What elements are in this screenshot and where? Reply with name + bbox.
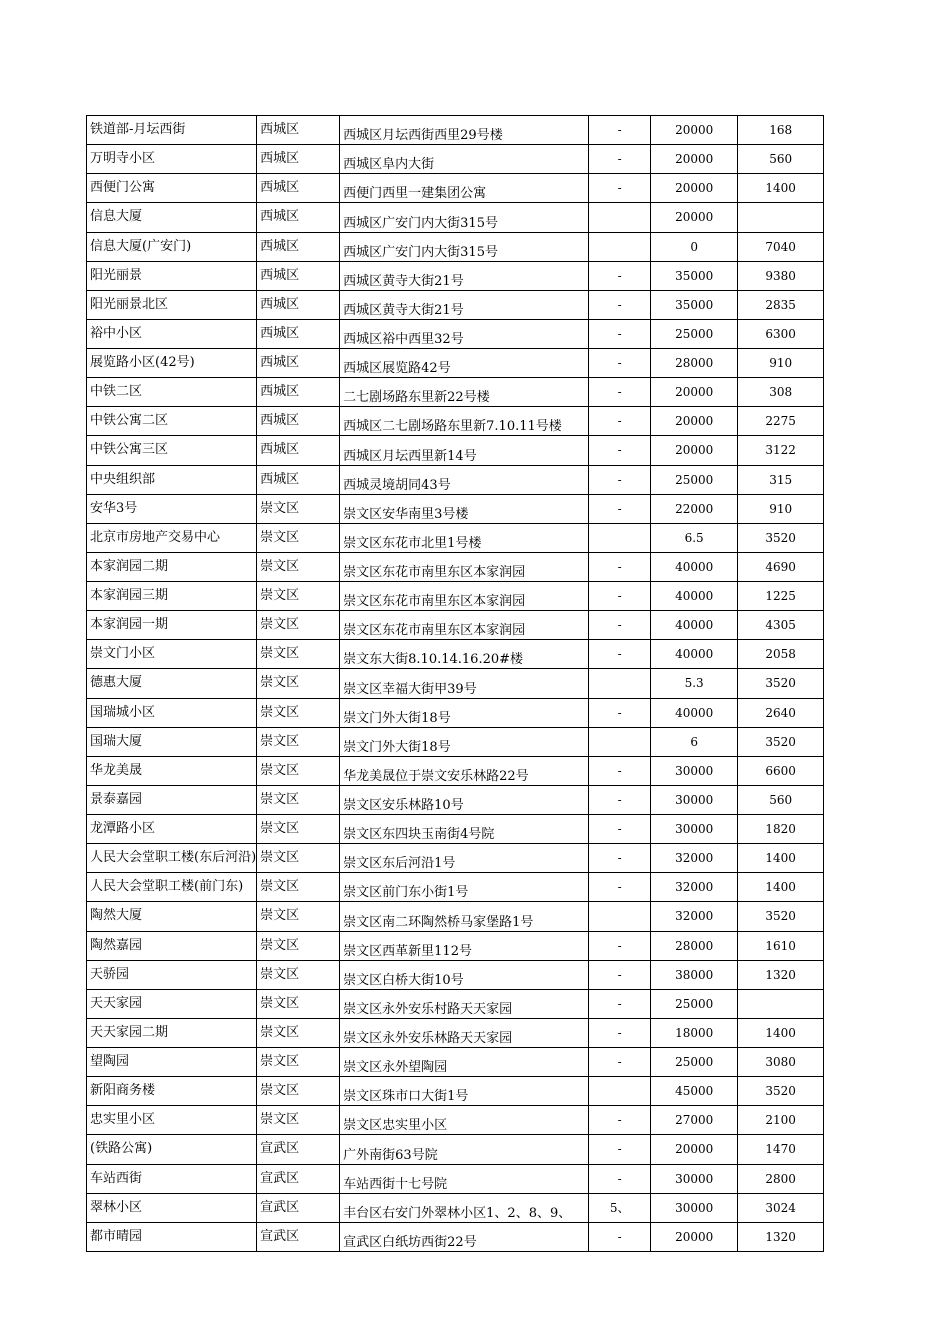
district-cell: 崇文区 [257, 1077, 340, 1106]
table-row [87, 640, 824, 669]
price-cell: 6.5 [651, 523, 738, 552]
district-cell: 崇文区 [257, 611, 340, 640]
name-cell: 新阳商务楼 [87, 1077, 257, 1106]
table-row [87, 174, 824, 203]
address-cell: 西便门西里一建集团公寓 [340, 174, 589, 203]
address-cell: 西城区展览路42号 [340, 349, 589, 378]
price-cell: 18000 [651, 1018, 738, 1047]
price-cell: 25000 [651, 465, 738, 494]
mark-cell: - [589, 640, 651, 669]
area-cell: 2640 [738, 698, 824, 727]
area-cell: 3520 [738, 523, 824, 552]
address-cell: 华龙美晟位于崇文安乐林路22号 [340, 756, 589, 785]
district-cell: 崇文区 [257, 844, 340, 873]
area-cell: 3520 [738, 669, 824, 698]
name-cell: 铁道部-月坛西街 [87, 116, 257, 145]
price-cell: 0 [651, 232, 738, 261]
district-cell: 西城区 [257, 116, 340, 145]
address-cell: 崇文区东花市南里东区本家润园 [340, 552, 589, 581]
name-cell: 龙潭路小区 [87, 815, 257, 844]
name-cell: 华龙美晟 [87, 756, 257, 785]
mark-cell: - [589, 174, 651, 203]
name-cell: 德惠大厦 [87, 669, 257, 698]
price-cell: 20000 [651, 174, 738, 203]
mark-cell [589, 727, 651, 756]
table-row [87, 378, 824, 407]
mark-cell: - [589, 552, 651, 581]
table-row [87, 407, 824, 436]
mark-cell: - [589, 319, 651, 348]
mark-cell: - [589, 611, 651, 640]
table-row [87, 611, 824, 640]
area-cell: 3080 [738, 1048, 824, 1077]
table-row [87, 815, 824, 844]
mark-cell: - [589, 261, 651, 290]
mark-cell: - [589, 582, 651, 611]
address-cell: 广外南街63号院 [340, 1135, 589, 1164]
price-cell: 30000 [651, 1193, 738, 1222]
table-row [87, 1193, 824, 1222]
address-cell: 宣武区白纸坊西街22号 [340, 1222, 589, 1251]
price-cell: 40000 [651, 611, 738, 640]
area-cell: 3520 [738, 902, 824, 931]
address-cell: 崇文门外大街18号 [340, 727, 589, 756]
district-cell: 崇文区 [257, 989, 340, 1018]
area-cell: 910 [738, 494, 824, 523]
mark-cell: - [589, 349, 651, 378]
price-cell: 20000 [651, 145, 738, 174]
address-cell: 崇文门外大街18号 [340, 698, 589, 727]
area-cell: 2058 [738, 640, 824, 669]
price-cell: 30000 [651, 815, 738, 844]
table-row [87, 902, 824, 931]
district-cell: 崇文区 [257, 785, 340, 814]
price-cell: 30000 [651, 785, 738, 814]
price-cell: 30000 [651, 1164, 738, 1193]
table-row [87, 873, 824, 902]
mark-cell [589, 523, 651, 552]
area-cell: 3520 [738, 1077, 824, 1106]
area-cell: 4690 [738, 552, 824, 581]
table-row [87, 582, 824, 611]
district-cell: 崇文区 [257, 815, 340, 844]
mark-cell: - [589, 494, 651, 523]
district-cell: 崇文区 [257, 960, 340, 989]
name-cell: 都市晴园 [87, 1222, 257, 1251]
district-cell: 西城区 [257, 145, 340, 174]
price-cell: 20000 [651, 203, 738, 232]
area-cell: 910 [738, 349, 824, 378]
name-cell: 中铁公寓二区 [87, 407, 257, 436]
name-cell: 北京市房地产交易中心 [87, 523, 257, 552]
name-cell: 本家润园一期 [87, 611, 257, 640]
district-cell: 崇文区 [257, 640, 340, 669]
table-row [87, 523, 824, 552]
address-cell: 西城区阜内大街 [340, 145, 589, 174]
district-cell: 西城区 [257, 261, 340, 290]
area-cell: 1320 [738, 1222, 824, 1251]
address-cell: 西城区月坛西里新14号 [340, 436, 589, 465]
price-cell: 25000 [651, 1048, 738, 1077]
area-cell: 315 [738, 465, 824, 494]
table-row [87, 552, 824, 581]
table-row [87, 756, 824, 785]
area-cell: 1610 [738, 931, 824, 960]
mark-cell: - [589, 815, 651, 844]
district-cell: 崇文区 [257, 523, 340, 552]
area-cell: 2100 [738, 1106, 824, 1135]
district-cell: 西城区 [257, 436, 340, 465]
price-cell: 40000 [651, 640, 738, 669]
name-cell: 天骄园 [87, 960, 257, 989]
mark-cell: - [589, 1164, 651, 1193]
address-cell: 西城灵境胡同43号 [340, 465, 589, 494]
price-cell: 20000 [651, 436, 738, 465]
address-cell: 西城区黄寺大街21号 [340, 261, 589, 290]
price-cell: 28000 [651, 349, 738, 378]
housing-table [86, 115, 824, 1252]
table-row [87, 232, 824, 261]
mark-cell: - [589, 931, 651, 960]
district-cell: 崇文区 [257, 1048, 340, 1077]
area-cell: 4305 [738, 611, 824, 640]
name-cell: 中铁公寓三区 [87, 436, 257, 465]
area-cell: 3520 [738, 727, 824, 756]
area-cell: 308 [738, 378, 824, 407]
name-cell: 展览路小区(42号) [87, 349, 257, 378]
area-cell: 3024 [738, 1193, 824, 1222]
name-cell: 本家润园二期 [87, 552, 257, 581]
area-cell: 560 [738, 145, 824, 174]
price-cell: 22000 [651, 494, 738, 523]
mark-cell: - [589, 465, 651, 494]
name-cell: 中央组织部 [87, 465, 257, 494]
price-cell: 25000 [651, 989, 738, 1018]
area-cell: 2275 [738, 407, 824, 436]
table-row [87, 494, 824, 523]
name-cell: 天天家园二期 [87, 1018, 257, 1047]
price-cell: 5.3 [651, 669, 738, 698]
table-row [87, 1164, 824, 1193]
mark-cell: - [589, 290, 651, 319]
district-cell: 崇文区 [257, 902, 340, 931]
price-cell: 20000 [651, 1135, 738, 1164]
price-cell: 35000 [651, 290, 738, 319]
address-cell: 西城区广安门内大街315号 [340, 232, 589, 261]
mark-cell: - [589, 1135, 651, 1164]
name-cell: 国瑞城小区 [87, 698, 257, 727]
address-cell: 崇文区白桥大街10号 [340, 960, 589, 989]
area-cell: 1320 [738, 960, 824, 989]
address-cell: 崇文区东花市北里1号楼 [340, 523, 589, 552]
address-cell: 丰台区右安门外翠林小区1、2、8、9、 [340, 1193, 589, 1222]
area-cell: 6300 [738, 319, 824, 348]
mark-cell: - [589, 785, 651, 814]
area-cell: 1225 [738, 582, 824, 611]
table-row [87, 844, 824, 873]
area-cell: 3122 [738, 436, 824, 465]
price-cell: 20000 [651, 378, 738, 407]
area-cell: 168 [738, 116, 824, 145]
name-cell: 阳光丽景北区 [87, 290, 257, 319]
price-cell: 40000 [651, 582, 738, 611]
name-cell: 望陶园 [87, 1048, 257, 1077]
price-cell: 20000 [651, 116, 738, 145]
mark-cell: - [589, 1106, 651, 1135]
table-row [87, 436, 824, 465]
mark-cell: - [589, 844, 651, 873]
address-cell: 崇文区南二环陶然桥马家堡路1号 [340, 902, 589, 931]
address-cell: 崇文区永外安乐林路天天家园 [340, 1018, 589, 1047]
table-row [87, 785, 824, 814]
price-cell: 20000 [651, 407, 738, 436]
area-cell: 9380 [738, 261, 824, 290]
address-cell: 崇文区东后河沿1号 [340, 844, 589, 873]
price-cell: 35000 [651, 261, 738, 290]
address-cell: 崇文区东四块玉南街4号院 [340, 815, 589, 844]
price-cell: 40000 [651, 552, 738, 581]
district-cell: 崇文区 [257, 669, 340, 698]
name-cell: 安华3号 [87, 494, 257, 523]
district-cell: 西城区 [257, 349, 340, 378]
district-cell: 宣武区 [257, 1164, 340, 1193]
name-cell: 陶然大厦 [87, 902, 257, 931]
table-row [87, 698, 824, 727]
mark-cell: - [589, 989, 651, 1018]
mark-cell: - [589, 756, 651, 785]
price-cell: 6 [651, 727, 738, 756]
district-cell: 崇文区 [257, 756, 340, 785]
price-cell: 20000 [651, 1222, 738, 1251]
table-row [87, 1048, 824, 1077]
name-cell: 崇文门小区 [87, 640, 257, 669]
district-cell: 崇文区 [257, 582, 340, 611]
name-cell: 翠林小区 [87, 1193, 257, 1222]
address-cell: 西城区黄寺大街21号 [340, 290, 589, 319]
area-cell: 6600 [738, 756, 824, 785]
address-cell: 崇文区西革新里112号 [340, 931, 589, 960]
district-cell: 崇文区 [257, 552, 340, 581]
mark-cell: - [589, 1222, 651, 1251]
table-row [87, 931, 824, 960]
table-row [87, 669, 824, 698]
address-cell: 西城区裕中西里32号 [340, 319, 589, 348]
address-cell: 崇文区东花市南里东区本家润园 [340, 611, 589, 640]
table-row [87, 290, 824, 319]
table-row [87, 1018, 824, 1047]
address-cell: 二七剧场路东里新22号楼 [340, 378, 589, 407]
price-cell: 32000 [651, 873, 738, 902]
name-cell: 忠实里小区 [87, 1106, 257, 1135]
name-cell: 本家润园三期 [87, 582, 257, 611]
table-row [87, 116, 824, 145]
district-cell: 西城区 [257, 407, 340, 436]
district-cell: 宣武区 [257, 1135, 340, 1164]
mark-cell: - [589, 407, 651, 436]
address-cell: 崇文区东花市南里东区本家润园 [340, 582, 589, 611]
name-cell: 人民大会堂职工楼(东后河沿) [87, 844, 257, 873]
price-cell: 28000 [651, 931, 738, 960]
mark-cell: - [589, 116, 651, 145]
address-cell: 崇文区珠市口大街1号 [340, 1077, 589, 1106]
address-cell: 崇文区幸福大街甲39号 [340, 669, 589, 698]
price-cell: 32000 [651, 844, 738, 873]
name-cell: 阳光丽景 [87, 261, 257, 290]
price-cell: 45000 [651, 1077, 738, 1106]
price-cell: 40000 [651, 698, 738, 727]
mark-cell [589, 669, 651, 698]
area-cell: 1470 [738, 1135, 824, 1164]
mark-cell: - [589, 698, 651, 727]
area-cell: 1820 [738, 815, 824, 844]
mark-cell [589, 203, 651, 232]
price-cell: 32000 [651, 902, 738, 931]
district-cell: 崇文区 [257, 494, 340, 523]
table-row [87, 203, 824, 232]
district-cell: 崇文区 [257, 698, 340, 727]
district-cell: 宣武区 [257, 1222, 340, 1251]
district-cell: 崇文区 [257, 931, 340, 960]
mark-cell: - [589, 960, 651, 989]
mark-cell: - [589, 436, 651, 465]
table-row [87, 261, 824, 290]
area-cell: 2835 [738, 290, 824, 319]
area-cell: 1400 [738, 873, 824, 902]
table-row [87, 1077, 824, 1106]
table-row [87, 727, 824, 756]
table-row [87, 1106, 824, 1135]
address-cell: 车站西街十七号院 [340, 1164, 589, 1193]
address-cell: 西城区月坛西街西里29号楼 [340, 116, 589, 145]
address-cell: 崇文区前门东小街1号 [340, 873, 589, 902]
district-cell: 西城区 [257, 232, 340, 261]
mark-cell: - [589, 1048, 651, 1077]
price-cell: 38000 [651, 960, 738, 989]
area-cell: 1400 [738, 174, 824, 203]
mark-cell: - [589, 873, 651, 902]
table-row [87, 349, 824, 378]
name-cell: 信息大厦(广安门) [87, 232, 257, 261]
name-cell: 西便门公寓 [87, 174, 257, 203]
mark-cell: 5、 [589, 1193, 651, 1222]
address-cell: 崇文区安乐林路10号 [340, 785, 589, 814]
district-cell: 宣武区 [257, 1193, 340, 1222]
mark-cell: - [589, 1018, 651, 1047]
district-cell: 西城区 [257, 174, 340, 203]
table-row [87, 465, 824, 494]
table-row [87, 1135, 824, 1164]
name-cell: 天天家园 [87, 989, 257, 1018]
district-cell: 西城区 [257, 319, 340, 348]
area-cell [738, 203, 824, 232]
table-row [87, 960, 824, 989]
mark-cell: - [589, 378, 651, 407]
mark-cell [589, 1077, 651, 1106]
area-cell: 7040 [738, 232, 824, 261]
area-cell: 2800 [738, 1164, 824, 1193]
address-cell: 崇文区忠实里小区 [340, 1106, 589, 1135]
area-cell: 1400 [738, 1018, 824, 1047]
table-row [87, 319, 824, 348]
district-cell: 西城区 [257, 203, 340, 232]
mark-cell: - [589, 145, 651, 174]
district-cell: 崇文区 [257, 873, 340, 902]
table-row [87, 989, 824, 1018]
price-cell: 27000 [651, 1106, 738, 1135]
name-cell: 国瑞大厦 [87, 727, 257, 756]
area-cell: 560 [738, 785, 824, 814]
price-cell: 25000 [651, 319, 738, 348]
name-cell: (铁路公寓) [87, 1135, 257, 1164]
table-row [87, 145, 824, 174]
address-cell: 崇文东大街8.10.14.16.20#楼 [340, 640, 589, 669]
address-cell: 崇文区永外望陶园 [340, 1048, 589, 1077]
table-row [87, 1222, 824, 1251]
price-cell: 30000 [651, 756, 738, 785]
name-cell: 景泰嘉园 [87, 785, 257, 814]
address-cell: 西城区广安门内大街315号 [340, 203, 589, 232]
name-cell: 陶然嘉园 [87, 931, 257, 960]
district-cell: 崇文区 [257, 727, 340, 756]
name-cell: 中铁二区 [87, 378, 257, 407]
area-cell: 1400 [738, 844, 824, 873]
district-cell: 崇文区 [257, 1106, 340, 1135]
name-cell: 万明寺小区 [87, 145, 257, 174]
name-cell: 信息大厦 [87, 203, 257, 232]
district-cell: 西城区 [257, 290, 340, 319]
address-cell: 西城区二七剧场路东里新7.10.11号楼 [340, 407, 589, 436]
table-body [87, 116, 824, 1252]
name-cell: 人民大会堂职工楼(前门东) [87, 873, 257, 902]
district-cell: 崇文区 [257, 1018, 340, 1047]
area-cell [738, 989, 824, 1018]
address-cell: 崇文区永外安乐村路天天家园 [340, 989, 589, 1018]
name-cell: 车站西街 [87, 1164, 257, 1193]
district-cell: 西城区 [257, 465, 340, 494]
name-cell: 裕中小区 [87, 319, 257, 348]
mark-cell [589, 232, 651, 261]
mark-cell [589, 902, 651, 931]
address-cell: 崇文区安华南里3号楼 [340, 494, 589, 523]
district-cell: 西城区 [257, 378, 340, 407]
